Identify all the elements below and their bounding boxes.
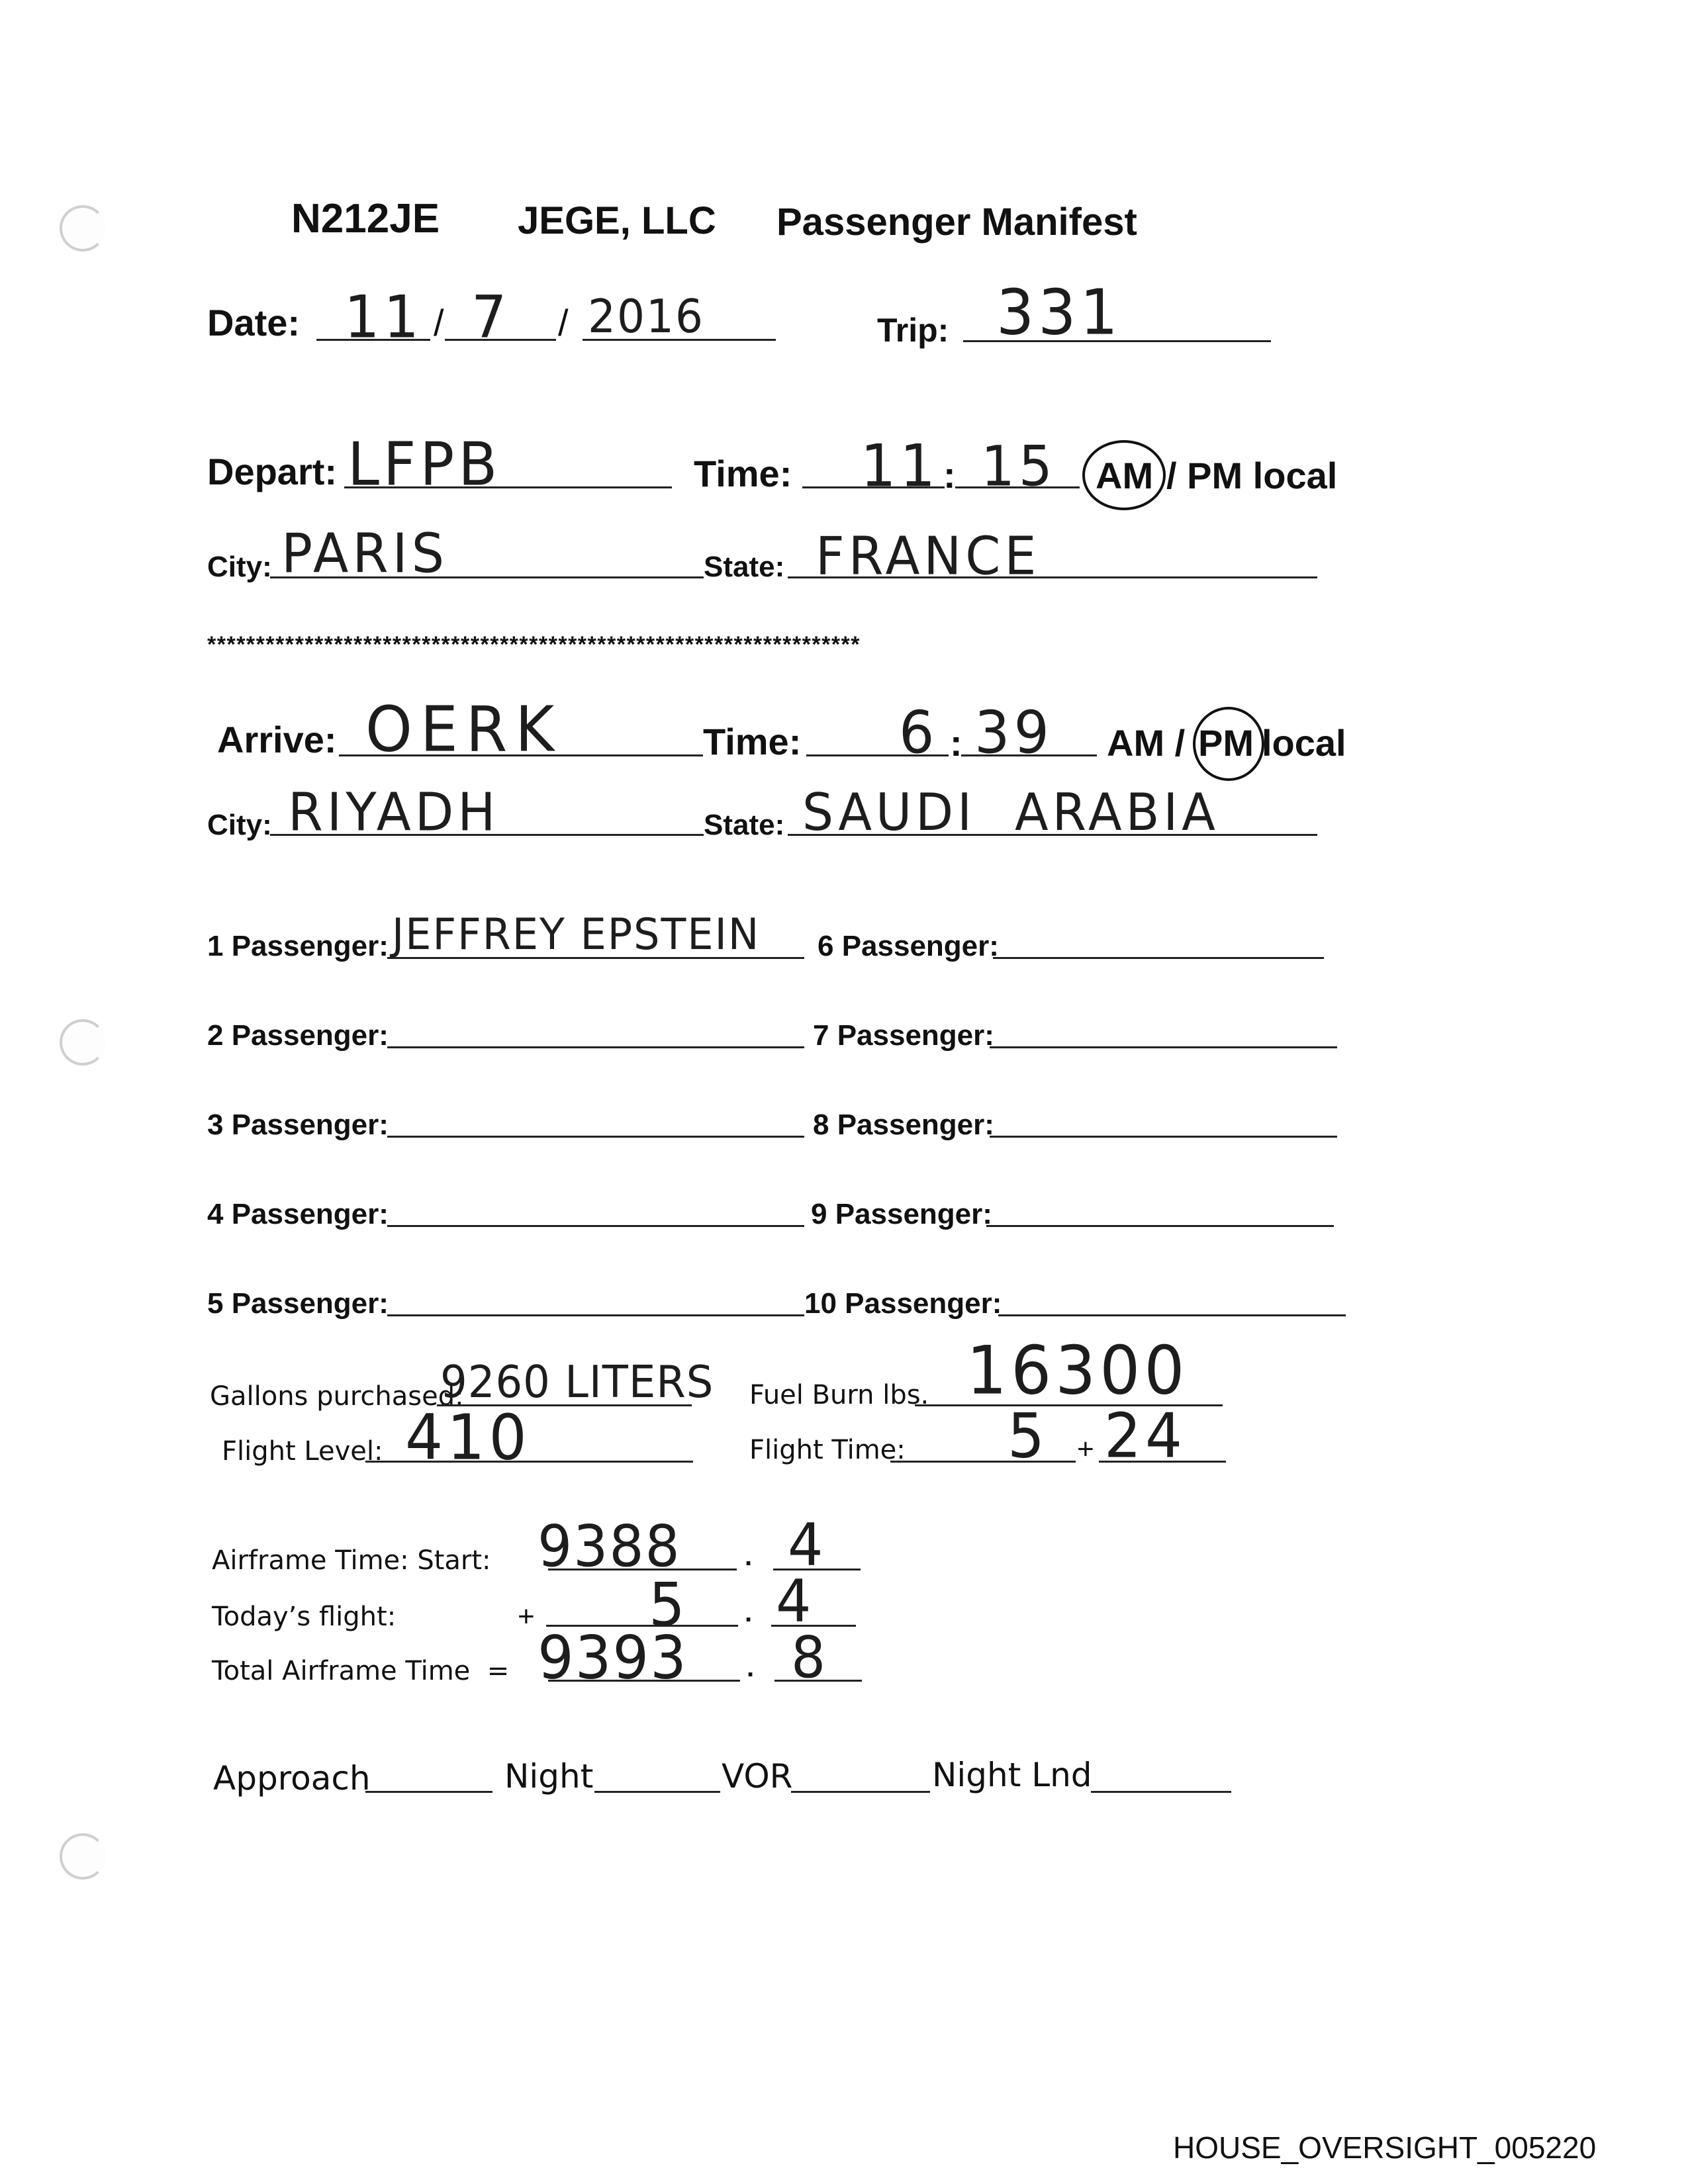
arrive-city-value: RIYADH: [288, 780, 500, 843]
fuel-burn-label: Fuel Burn lbs.: [749, 1380, 929, 1410]
date-year-value: 2016: [588, 290, 704, 343]
depart-city-label: City:: [207, 551, 272, 583]
todays-flight-plus: +: [518, 1600, 535, 1633]
gallons-value: 9260 LITERS: [440, 1357, 714, 1408]
arrive-state-value: SAUDI ARABIA: [802, 782, 1219, 843]
flight-level-label: Flight Level:: [222, 1436, 383, 1467]
arrive-label: Arrive:: [217, 719, 337, 760]
flight-time-minutes: 24: [1104, 1400, 1186, 1472]
passenger-5-label: 5 Passenger:: [207, 1287, 389, 1320]
date-separator-2: /: [558, 302, 569, 343]
tail-number: N212JE: [291, 196, 440, 242]
passenger-6-label: 6 Passenger:: [818, 930, 999, 962]
arrive-city-label: City:: [207, 809, 272, 841]
arrive-local-suffix: local: [1262, 722, 1346, 764]
form-title: Passenger Manifest: [776, 201, 1137, 244]
flight-time-hours: 5: [1008, 1400, 1049, 1472]
todays-flight-dot: .: [745, 1598, 753, 1627]
total-airframe-label: Total Airframe Time =: [212, 1656, 510, 1686]
arrive-minute-value: 39: [974, 698, 1053, 767]
binder-hole-bottom: [60, 1833, 106, 1880]
passenger-3-label: 3 Passenger:: [207, 1109, 389, 1141]
arrive-am-option[interactable]: AM /: [1107, 722, 1186, 764]
depart-am-option[interactable]: AM: [1096, 455, 1154, 496]
passenger-3-line[interactable]: [387, 1136, 804, 1138]
date-separator-1: /: [434, 302, 444, 343]
depart-state-value: FRANCE: [816, 524, 1041, 587]
passenger-10-line[interactable]: [998, 1314, 1346, 1316]
passenger-9-line[interactable]: [986, 1225, 1334, 1227]
company-name: JEGE, LLC: [518, 199, 716, 242]
gallons-label: Gallons purchased:: [210, 1381, 464, 1412]
depart-time-label: Time:: [694, 453, 792, 494]
airframe-start-whole: 9388: [538, 1514, 681, 1580]
date-day-value: 7: [471, 283, 511, 351]
night-lnd-label: Night Lnd: [932, 1756, 1092, 1794]
depart-hour-value: 11: [861, 432, 939, 500]
fuel-burn-value: 16300: [966, 1332, 1189, 1410]
approach-line[interactable]: [365, 1791, 492, 1793]
airframe-start-dot: .: [745, 1542, 753, 1571]
passenger-2-line[interactable]: [387, 1046, 804, 1048]
section-separator: *******************************************************************: [207, 632, 861, 657]
flight-time-plus: +: [1077, 1433, 1094, 1465]
depart-state-label: State:: [704, 551, 785, 583]
night-line[interactable]: [594, 1791, 720, 1793]
passenger-8-label: 8 Passenger:: [813, 1109, 994, 1141]
flight-time-label: Flight Time:: [749, 1435, 906, 1465]
total-airframe-whole: 9393: [538, 1623, 688, 1693]
airframe-start-label: Airframe Time: Start:: [212, 1545, 491, 1576]
passenger-7-label: 7 Passenger:: [813, 1019, 994, 1052]
night-lnd-line[interactable]: [1091, 1791, 1231, 1793]
flight-level-value: 410: [405, 1401, 531, 1475]
arrive-pm-option[interactable]: PM: [1198, 722, 1254, 764]
arrive-state-label: State:: [704, 809, 785, 841]
date-label: Date:: [207, 302, 301, 343]
depart-pm-local[interactable]: / PM local: [1166, 455, 1338, 496]
passenger-5-line[interactable]: [387, 1314, 804, 1316]
arrive-time-colon: :: [950, 722, 962, 764]
passenger-6-line[interactable]: [993, 957, 1324, 959]
arrive-hour-value: 6: [899, 698, 939, 767]
passenger-4-line[interactable]: [387, 1225, 804, 1227]
passenger-7-line[interactable]: [990, 1046, 1337, 1048]
binder-hole-top: [60, 205, 106, 251]
trip-label: Trip:: [877, 312, 949, 349]
night-label: Night: [504, 1757, 594, 1796]
passenger-1-name: JEFFREY EPSTEIN: [392, 909, 761, 960]
passenger-4-label: 4 Passenger:: [207, 1198, 389, 1230]
bates-number: HOUSE_OVERSIGHT_005220: [1173, 2130, 1597, 2165]
depart-time-colon: :: [943, 454, 956, 496]
passenger-10-label: 10 Passenger:: [804, 1287, 1002, 1320]
todays-flight-whole: 5: [649, 1570, 689, 1640]
vor-label: VOR: [722, 1757, 793, 1796]
depart-city-value: PARIS: [281, 522, 449, 586]
depart-minute-value: 15: [981, 433, 1056, 499]
trip-value: 331: [996, 276, 1122, 349]
passenger-1-label: 1 Passenger:: [207, 930, 389, 962]
passenger-8-line[interactable]: [990, 1136, 1337, 1138]
date-month-value: 11: [344, 283, 423, 351]
arrive-airport-value: OERK: [365, 693, 563, 766]
passenger-9-label: 9 Passenger:: [811, 1198, 992, 1230]
todays-flight-label: Today’s flight:: [212, 1602, 397, 1632]
approach-label: Approach: [213, 1759, 371, 1797]
vor-line[interactable]: [791, 1791, 930, 1793]
depart-label: Depart:: [207, 451, 338, 492]
airframe-start-tenth: 4: [788, 1510, 827, 1579]
total-airframe-tenth: 8: [791, 1625, 830, 1692]
depart-airport-value: LFPB: [348, 430, 502, 500]
todays-flight-tenth: 4: [776, 1567, 816, 1635]
total-airframe-dot: .: [747, 1653, 755, 1682]
arrive-time-label: Time:: [703, 721, 802, 762]
passenger-2-label: 2 Passenger:: [207, 1019, 389, 1052]
binder-hole-middle: [60, 1019, 106, 1066]
